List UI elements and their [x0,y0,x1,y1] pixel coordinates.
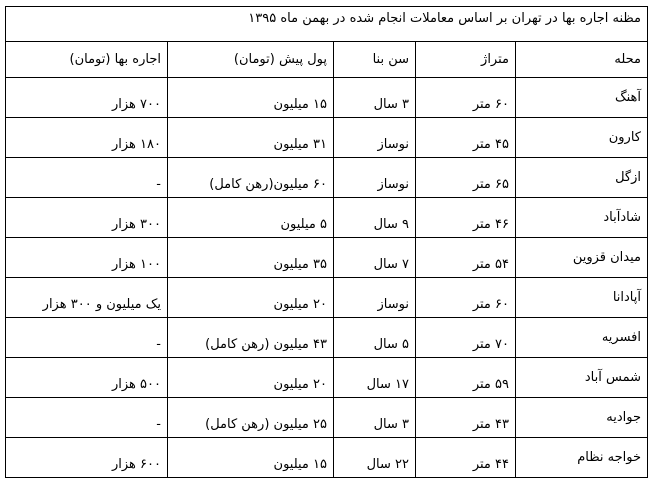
cell-district: ازگل [516,158,648,198]
cell-rent: ۱۰۰ هزار [5,238,167,278]
header-age: سن بنا [334,42,416,78]
cell-area: ۵۴ متر [416,238,516,278]
cell-deposit: ۴۳ میلیون (رهن کامل) [168,318,334,358]
cell-age: نوساز [334,118,416,158]
table-row [5,318,647,358]
cell-rent: - [5,398,167,438]
cell-district: شمس آباد [516,358,648,398]
cell-district: آهنگ [516,78,648,118]
header-row [5,42,647,78]
cell-deposit: ۲۰ میلیون [168,278,334,318]
cell-area: ۶۵ متر [416,158,516,198]
cell-age: ۲۲ سال [334,438,416,478]
truncated-footer-text [6,455,654,462]
cell-age: نوساز [334,278,416,318]
rent-price-sheet [6,6,648,478]
table-row [5,78,647,118]
table-row [5,398,647,438]
cell-district: خواجه نظام [516,438,648,478]
table-row [5,278,647,318]
table-row [5,158,647,198]
cell-area: ۴۶ متر [416,198,516,238]
cell-district: آپادانا [516,278,648,318]
cell-area: ۴۴ متر [416,438,516,478]
table-row [5,118,647,158]
cell-rent: - [5,158,167,198]
table-title: مظنه اجاره بها در تهران بر اساس معاملات انجام شده در بهمن ماه ۱۳۹۵ [5,7,647,42]
cell-area: ۶۰ متر [416,78,516,118]
cell-deposit: ۲۰ میلیون [168,358,334,398]
cell-area: ۷۰ متر [416,318,516,358]
cell-age: ۷ سال [334,238,416,278]
cell-rent: یک میلیون و ۳۰۰ هزار [5,278,167,318]
cell-area: ۶۰ متر [416,278,516,318]
cell-age: نوساز [334,158,416,198]
rent-price-table [5,6,648,478]
cell-age: ۳ سال [334,398,416,438]
cell-area: ۵۹ متر [416,358,516,398]
cell-deposit: ۱۵ میلیون [168,438,334,478]
header-area: متراژ [416,42,516,78]
cell-rent: ۱۸۰ هزار [5,118,167,158]
cell-deposit: ۲۵ میلیون (رهن کامل) [168,398,334,438]
cell-age: ۱۷ سال [334,358,416,398]
cell-rent: - [5,318,167,358]
cell-rent: ۶۰۰ هزار [5,438,167,478]
table-row [5,358,647,398]
table-row [5,238,647,278]
cell-deposit: ۱۵ میلیون [168,78,334,118]
cell-district: افسریه [516,318,648,358]
cell-area: ۴۳ متر [416,398,516,438]
table-body [5,7,647,478]
cell-deposit: ۶۰ میلیون(رهن کامل) [168,158,334,198]
cell-district: جوادیه [516,398,648,438]
cell-age: ۹ سال [334,198,416,238]
cell-rent: ۷۰۰ هزار [5,78,167,118]
cell-area: ۴۵ متر [416,118,516,158]
cell-rent: ۳۰۰ هزار [5,198,167,238]
cell-rent: ۵۰۰ هزار [5,358,167,398]
cell-age: ۳ سال [334,78,416,118]
title-row [5,7,647,42]
cell-deposit: ۳۵ میلیون [168,238,334,278]
table-row [5,198,647,238]
header-deposit: پول پیش (تومان) [168,42,334,78]
cell-deposit: ۵ میلیون [168,198,334,238]
cell-district: شادآباد [516,198,648,238]
cell-district: میدان قزوین [516,238,648,278]
header-district: محله [516,42,648,78]
header-rent: اجاره بها (تومان) [5,42,167,78]
cell-deposit: ۳۱ میلیون [168,118,334,158]
cell-age: ۵ سال [334,318,416,358]
cell-district: کارون [516,118,648,158]
